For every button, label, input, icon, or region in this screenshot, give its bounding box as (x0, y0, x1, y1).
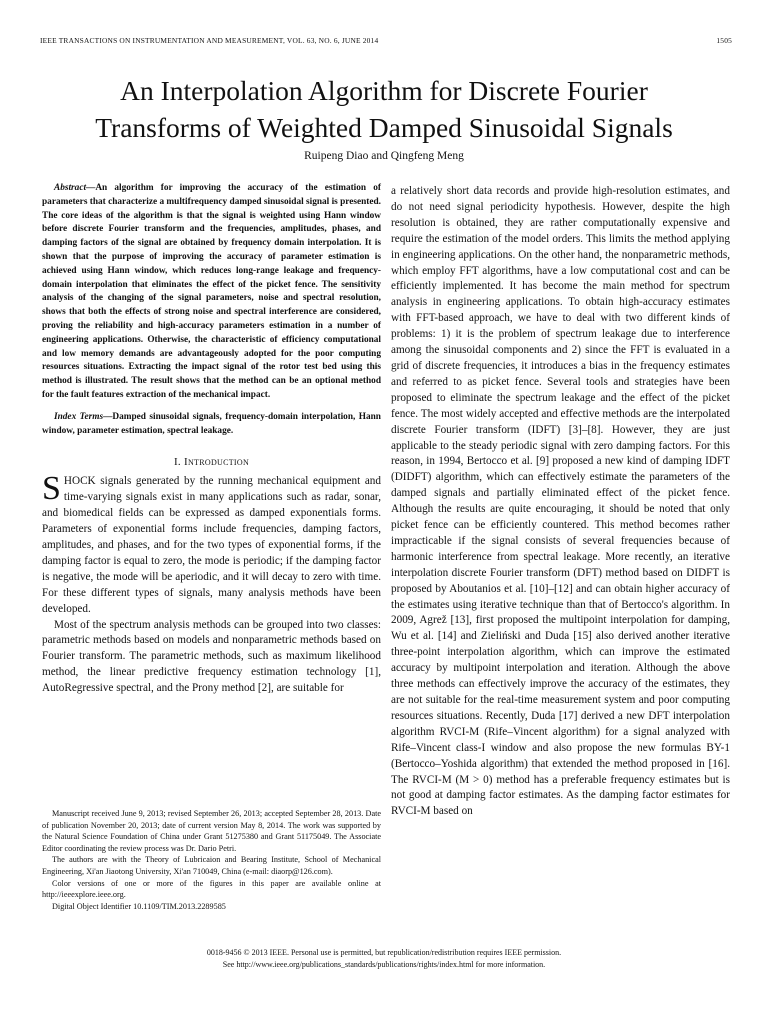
running-header (40, 36, 732, 45)
drop-cap: S (42, 470, 61, 508)
right-column-paragraph: a relatively short data records and provide high-resolution estimates, and do not need signal periodicity hypothesis. However, despite the high resolution is obtained, they are rather computationally expensive and require the estimation of the model orders. This limits the method applying in engineering applications. On the other hand, the nonparametric methods, which employ FFT algorithms, have a low computational cost and can be efficiently implemented. It has become the main method for spectrum analysis in engineering applications. To obtain high-accuracy estimates with FFT-based approach, we have to deal with two different kinds of problems: 1) it is the problem of spectrum leakage due to interference among the sinusoidal components and 2) since the FFT is evaluated in a grid of discrete frequencies, it introduces a bias in the frequency estimates and referred to as picket fence. Several tools and strategies have been proposed to eliminate the spectrum leakage and the effect of the picket fence. The most widely accepted and effective methods are the interpolated discrete Fourier transform (IDFT) [3]–[8]. However, they are just applicable to the steady periodic signal with zero damping factors. For this reason, in 1994, Bertocco et al. [9] proposed a new kind of damping IDFT (DIDFT) algorithm, which can effectively estimate the parameters of the damped signals and partially eliminated effect of the picket fence. Although the results are quite encouraging, it should be noted that only picket fence can be efficiently countered. This method becomes rather impracticable if the signal consists of several frequencies because of harmonic interference from spectral leakage. More recently, an iterative interpolation discrete Fourier transform (DFT) method based on DIDFT is proposed by Aboutanios et al. [10]–[12] and can obtain higher accuracy of the estimates using iterative technique than that of Bertocco's algorithm. In 2009, Agrež [13], first proposed the multipoint interpolation for damping, Wu et al. [14] and Zieliński and Duda [15] also derived another iterative three-point interpolation algorithm, which can improve the estimated accuracy by multipoint interpolation and iteration. Although the above three methods can effectively improve the accuracy of the estimates, they are not suitable for the real-time measurement system and poor computing resources situations. Recently, Duda [17] derived a new DFT interpolation algorithm RVCI-M (Rife–Vincent algorithm) for a signal analyzed with Rife–Vincent class-I window and also propose the new formulas BY-1 (Bertocco–Yoshida algorithm) that extended the method proposed in [16]. The RVCI-M (M > 0) method has a preferable frequency estimates but is not good at damping factor estimates. As the damping factor estimates for RVCI-M based on (391, 185, 730, 818)
index-terms (42, 411, 381, 439)
left-column (42, 182, 381, 697)
abstract-label: Abstract (54, 183, 87, 193)
page-number: 1505 (716, 36, 732, 45)
section-heading-introduction: I. Introduction (173, 456, 250, 469)
intro-paragraph-1 (42, 470, 381, 617)
intro-paragraph-2: Most of the spectrum analysis methods can be grouped into two classes: parametric methods based on models and nonparametric methods based on Fourier transform. The parametric methods, such as maximum likelihood method, the linear predictive frequency estimation technology [1], AutoRegressive spectral, and the Prony method [2], are suitable for (42, 618, 381, 695)
footnote-affiliation: The authors are with the Theory of Lubricaion and Bearing Institute, School of Mechanical Engineering, Xi'an Jiaotong University, Xi'an 710049, China (e-mail: diaorp@126.com). (42, 855, 381, 876)
authors: Ruipeng Diao and Qingfeng Meng (304, 150, 464, 162)
footnote-color-versions: Color versions of one or more of the figures in this paper are available online at http://ieeexplore.ieee.org. (42, 878, 381, 900)
lead-word: HOCK (63, 475, 96, 488)
abstract (42, 182, 381, 403)
index-terms-text: —Damped sinusoidal signals, frequency-domain interpolation, Hann window, parameter estimation, spectral leakage. (42, 411, 381, 436)
footnote-manuscript: Manuscript received June 9, 2013; revised September 26, 2013; accepted September 28, 2013. Date of publication November 20, 2013; date of current version May 8, 2014. The work was supported by the Natural Science Foundation of China under Grant 51275380 and Grant 51175049. The Associate Editor coordinating the review process was Dr. Dario Petri. (42, 809, 381, 853)
abstract-text: —An algorithm for improving the accuracy of the estimation of parameters that characterize a multifrequency damped sinusoidal signal is presented. The core ideas of the algorithm is that the signal is weighted using Hann window before discrete Fourier transform and the frequencies, amplitudes, phases, and damping factors of the signal are obtained by frequency domain interpolation. It is shown that the purpose of improving the accuracy of parameter estimation is achieved using Hann window, which reduces long-range leakage and frequency-domain interpolation that eliminates the effect of the picket fence. The sensitivity analysis of the changing of the signal parameters, noise and spectral resolution, shows that both the effects of strong noise and spectral interference are considered, proving the reliability and high-accuracy parameters estimation in a number of engineering applications. Otherwise, the characteristic of efficiency computational and low memory demands are advantageously adopted for the poor computing resources situations. Extracting the impact signal of the rotor test bed using this method is illustrated. The result shows that the method can be an optional method for the fault features extraction of the mechanical impact. (42, 183, 381, 400)
right-column (391, 184, 730, 820)
index-terms-label: Index Terms (54, 411, 104, 422)
journal-header: IEEE TRANSACTIONS ON INSTRUMENTATION AND MEASUREMENT, VOL. 63, NO. 6, JUNE 2014 (40, 36, 379, 45)
footnote-doi: Digital Object Identifier 10.1109/TIM.2013.2289585 (52, 901, 226, 911)
copyright-line-2: See http://www.ieee.org/publications_standards/publications/rights/index.html for more information. (222, 959, 546, 969)
copyright-line-1: 0018-9456 © 2013 IEEE. Personal use is permitted, but republication/redistribution requires IEEE permission. (206, 948, 562, 957)
copyright-notice (0, 947, 768, 970)
title-line-2: Transforms of Weighted Damped Sinusoidal Signals (95, 112, 673, 143)
title-line-1: An Interpolation Algorithm for Discrete Fourier (120, 75, 648, 106)
intro-paragraph-1-text: signals generated by the running mechanical equipment and time-varying signals exist in many applications such as radar, sonar, and biomedical fields can be expressed as damped exponentials forms. Parameters of exponential forms include frequencies, damping factors, amplitudes, and phases, and for the two types of exponential forms, if the damping factor is equal to zero, the mode is periodic; if the damping factor is negative, the mode will be aperiodic, and it will decay to zero with time. For these different types of signals, many analysis methods have been developed. (42, 475, 381, 615)
footnotes (42, 808, 381, 912)
paper-title (30, 72, 738, 146)
